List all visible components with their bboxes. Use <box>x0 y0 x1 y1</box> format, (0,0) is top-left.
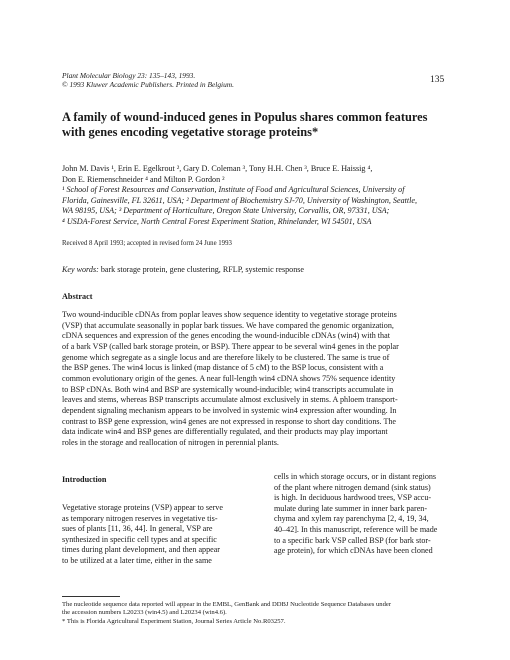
body-line: mulate during late summer in inner bark paren- <box>274 503 428 513</box>
affiliation-line: ⁴ USDA-Forest Service, North Central Forest Experiment Station, Rhinelander, WI 54501, USA <box>62 216 372 226</box>
footnote-line: The nucleotide sequence data reported will appear in the EMBL, GenBank and DDBJ Nucleotide Sequence Databases under <box>62 601 392 608</box>
abstract-line: dependent signaling mechanism appears to be involved in systemic win4 expression after wounding. In <box>62 405 397 415</box>
body-line: times during plant development, and then appear <box>62 545 221 555</box>
body-line: synthesized in specific cell types and at specific <box>62 534 217 544</box>
body-line: sues of plants [11, 36, 44]. In general, VSP are <box>62 524 213 534</box>
keywords-label: Key words: <box>62 265 99 274</box>
title-line: with genes encoding vegetative storage proteins* <box>62 125 319 139</box>
introduction-right-column <box>274 472 437 557</box>
journal-line: Plant Molecular Biology 23: 135–143, 1993. <box>62 71 196 80</box>
abstract-line: leaves and stems, whereas BSP transcripts accumulate almost exclusively in stems. A phloem transport- <box>62 395 398 405</box>
page-number: 135 <box>430 75 445 85</box>
journal-citation <box>62 71 234 89</box>
body-line: 40–42]. In this manuscript, reference will be made <box>274 524 438 534</box>
title-line: A family of wound-induced genes in Populus shares common features <box>62 110 428 124</box>
body-line: is high. In deciduous hardwood trees, VSP accu- <box>274 493 432 503</box>
abstract-line: (VSP) that accumulate seasonally in poplar bark tissues. We have compared the genomic organization, <box>62 320 394 330</box>
body-line: to be utilized at a later time, either in the same <box>62 555 212 565</box>
affiliation-line: Florida, Gainesville, FL 32611, USA; ² Department of Biochemistry SJ-70, University of Washington, Seattle, <box>62 195 417 205</box>
body-line: age protein), for which cDNAs have been cloned <box>274 546 433 556</box>
body-line: as temporary nitrogen reserves in vegetative tis- <box>62 513 218 523</box>
abstract-line: cDNA sequences and expression of the genes encoding the wound-inducible cDNAs (win4) with that <box>62 331 390 341</box>
introduction-heading: Introduction <box>62 475 107 484</box>
abstract-line: common evolutionary origin of the genes. A near full-length win4 cDNA shows 75% sequence identity <box>62 373 396 383</box>
abstract-heading: Abstract <box>62 292 93 301</box>
affiliation-line: WA 98195, USA; ³ Department of Horticulture, Oregon State University, Corvallis, OR, 97331, USA; <box>62 206 390 216</box>
introduction-left-column <box>62 503 223 567</box>
abstract-line: the BSP genes. The win4 locus is linked (map distance of 5 cM) to the BSP locus, consistent with a <box>62 363 384 373</box>
abstract-body <box>62 310 462 449</box>
author-line: John M. Davis ¹, Erin E. Egelkrout ², Gary D. Coleman ³, Tony H.H. Chen ³, Bruce E. Haissig ⁴, <box>62 164 373 173</box>
abstract-line: genome which segregate as a single locus and are therefore likely to be clustered. The same is true of <box>62 352 390 362</box>
body-line: cells in which storage occurs, or in distant regions <box>274 472 437 481</box>
body-line: of the plant where nitrogen demand (sink status) <box>274 482 431 492</box>
footnote-line: * This is Florida Agricultural Experiment Station, Journal Series Article No.R03257. <box>62 617 286 625</box>
copyright-line: © 1993 Kluwer Academic Publishers. Printed in Belgium. <box>62 80 234 89</box>
abstract-line: Two wound-inducible cDNAs from poplar leaves show sequence identity to vegetative storage proteins <box>62 310 397 319</box>
body-line: chyma and xylem ray parenchyma [2, 4, 19, 34, <box>274 514 429 524</box>
abstract-line: data indicate win4 and BSP genes are differentially regulated, and their products may play important <box>62 427 388 437</box>
keywords <box>62 265 304 274</box>
footnote-line: the accession numbers L20233 (win4.5) and L20234 (win4.6). <box>62 609 227 617</box>
body-line: to a specific bark VSP called BSP (for bark stor- <box>274 535 431 545</box>
body-line: Vegetative storage proteins (VSP) appear to serve <box>62 503 223 512</box>
received-dates: Received 8 April 1993; accepted in revised form 24 June 1993 <box>62 240 232 247</box>
abstract-line: contrast to BSP gene expression, win4 genes are not expressed in response to short day conditions. The <box>62 416 397 426</box>
author-block <box>62 164 462 228</box>
affiliation-line: ¹ School of Forest Resources and Conservation, Institute of Food and Agricultural Sciences, University of <box>62 185 405 195</box>
footnotes <box>62 601 462 626</box>
author-line: Don E. Riemenschneider ⁴ and Milton P. Gordon ² <box>62 174 225 184</box>
abstract-line: to BSP cDNAs. Both win4 and BSP are systemically wound-inducible; win4 transcripts accumulate in <box>62 384 394 394</box>
abstract-line: of a bark VSP (called bark storage protein, or BSP). There appear to be several win4 genes in the poplar <box>62 341 399 351</box>
footnote-divider <box>62 596 120 597</box>
abstract-line: roles in the storage and reallocation of nitrogen in perennial plants. <box>62 437 279 447</box>
keywords-list: bark storage protein, gene clustering, RFLP, systemic response <box>98 265 305 274</box>
article-title <box>62 110 462 140</box>
